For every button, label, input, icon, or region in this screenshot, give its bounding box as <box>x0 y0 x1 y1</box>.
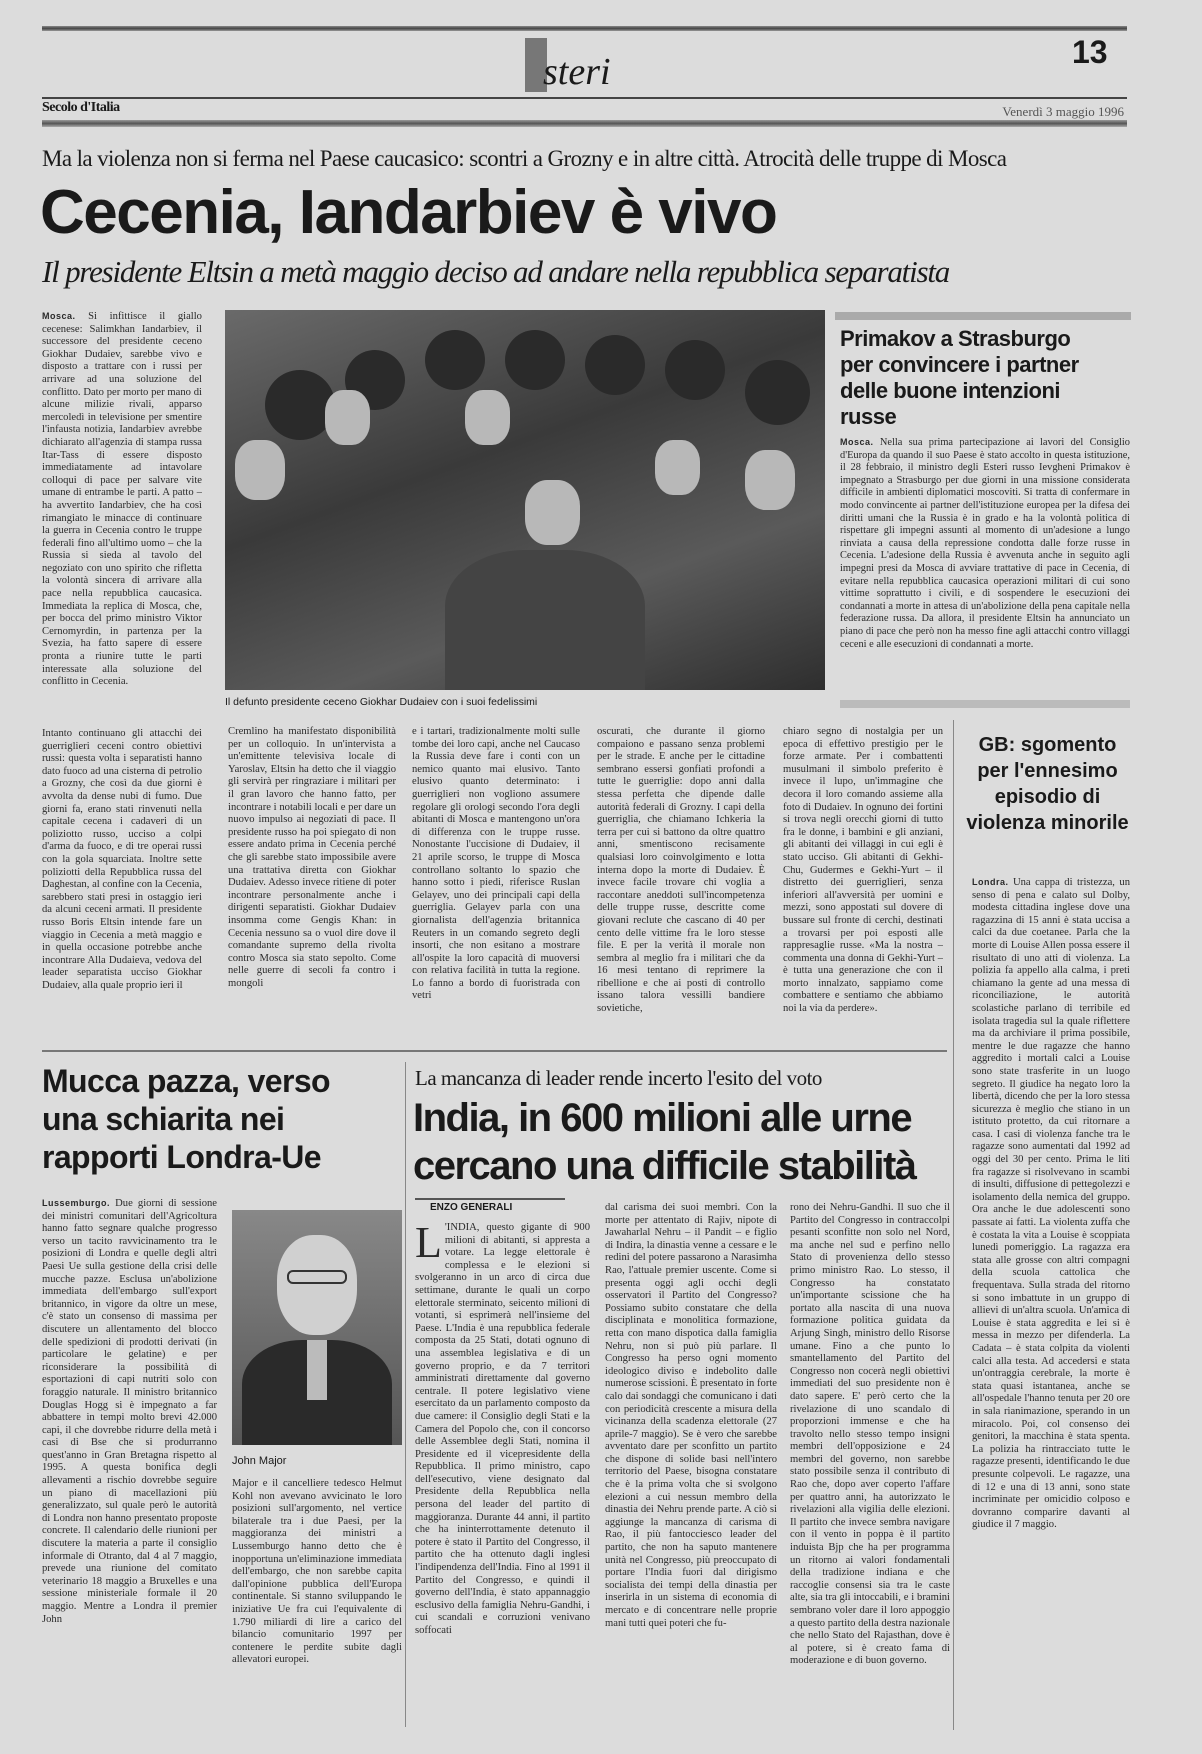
lead-column-4: oscurati, che durante il giorno compaiono e passano senza problemi per le strade. E anche per le cittadine sembrano essersi gonfiati profondi a tutte le guerriglie: dopo anni dalla stessa perfetta che dipende dalle autorità federali di Grozny. I capi della guerriglia, che chiamano Ichkeria la terra per cui si battono da oltre quattro anni, smentiscono recisamente qualsiasi loro coinvolgimento e lotta interna dopo la morte di Dudaiev. È invece facile trovare chi voglia a raccontare aneddoti sull'incompetenza delle truppe russe, descritte come giovani reclute che cascano di 40 per cento delle vittime fra le loro stesse file. E per la verità il morale non sembra al meglio fra i militari che da 16 mesi tentano di reprimere la ribellione e che ai posti di controllo issano talora vessilli bandiere sovietiche, <box>597 726 765 1015</box>
lead-dateline: Mosca. <box>42 311 76 321</box>
mucca-text-2: Major e il cancelliere tedesco Helmut Kohl non avevano avvicinato le loro posizioni sull'argomento, nel vertice bilaterale tra i due Paesi, per la maggioranza dei ministri a Lussemburgo hanno detto che è inopportuna un'eliminazione immediata dell'embargo, che non sarebbe capita dall'opinione pubblica dell'Europa continentale. Si stanno sviluppando le iniziative Ue fra cui l'equivalente di 1.790 miliardi di lire a carico del bilancio comunitario 1997 per contenere le perdite subite dagli allevatori europei. <box>232 1478 402 1666</box>
dudaiev-photo <box>225 310 825 690</box>
mucca-body: Due giorni di sessione dei ministri comunitari dell'Agricoltura hanno fatto segnare qualche progresso verso un tacito ravvicinamento tra le posizioni di Londra e quelle degli altri Paesi Ue sulla gestione della crisi delle mucche pazze. Esclusa un'abolizione immediata dell'embargo sull'export britannico, in vigore da oltre un mese, c'è stato un consenso di massima per discutere un allentamento del blocco delle spedizioni di prodotti derivati (in particolare le gelatine) e per riconsiderare la possibilità di esportazioni di capi nutriti solo con foraggio naturale. Il ministro britannico Douglas Hogg si è impegnato a far abbattere in tempi molto brevi 42.000 capi, il che dovrebbe ridurre della metà i casi di Bse che si produrranno quest'anno in Gran Bretagna rispetto al 1995. A questa bonifica degli allevamenti a rischio dovrebbe seguire un piano di macellazioni più generalizzato, sul quale però le autorità di Londra non hanno presentato proposte concrete. Il calendario delle riunioni per discutere la materia a parte il consiglio informale di Otranto, dal 4 al 7 maggio, prevede una riunione del comitato veterinario 18 maggio a Bruxelles e una sessione ministeriale formale il 20 maggio. Mentre a Londra il premier John <box>42 1198 217 1625</box>
india-divider <box>405 1062 406 1727</box>
issue-date: Venerdì 3 maggio 1996 <box>1002 104 1124 119</box>
section-name: steri <box>543 51 611 93</box>
primakov-headline: Primakov a Strasburgo per convincere i partner delle buone intenzioni russe <box>840 326 1079 429</box>
lead-headline: Cecenia, Iandarbiev è vivo <box>40 178 777 247</box>
section-divider <box>42 1050 947 1052</box>
primakov-dateline: Mosca. <box>840 437 874 447</box>
mucca-dateline: Lussemburgo. <box>42 1198 111 1208</box>
lead-column-5: chiaro segno di nostalgia per un epoca di effettivo prestigio per le forze armate. Per i combattenti musulmani il simbolo preferito è invece il lupo, un'immagine che decora il loro comando assieme alla foto di Dudaiev. In ognuno dei fortini si trova negli orecchi giorni di tutto fra le donne, i bambini e gli anziani, gli abitanti dei villaggi in cui egli è stato ucciso. Gli abitanti di Gekhi-Chu, Gudermes e Gekhi-Yurt – il distretto dei guerriglieri, senza inferiori all'avversità per uomini e mezzi, sono appostati sul dovere di bussare sul fronte di cerchi, destinati a trovarsi per poi esposti alle rappresaglie russe. «Ma la nostra – commenta una donna di Gekhi-Yurt – è tutta una generazione che con il morto innalzato, sappiamo come combattere e sentiamo che abbiamo noi la via da perdere». <box>783 726 943 1015</box>
masthead-bottom-rule <box>42 120 1127 127</box>
lead-intro <box>42 310 202 726</box>
mucca-text <box>42 1197 217 1722</box>
top-rule <box>42 26 1127 31</box>
masthead-rule <box>42 97 1127 99</box>
john-major-photo <box>232 1210 402 1445</box>
lead-subhead: Il presidente Eltsin a metà maggio deciso ad andare nella repubblica separatista <box>42 254 950 289</box>
india-column-1-text: 'INDIA, questo gigante di 900 milioni di abitanti, si appresta a votare. La legge elettorale è complessa e le elezioni si svolgeranno in un arco di circa due settimane, durante le quali un corpo elettorale sterminato, seicento milioni di votanti, si esprimerà nell'insieme del Paese. L'India è una repubblica federale composta da 25 Stati, dotati ognuno di una assemblea legislativa e di un governo proprio, e da 7 territori amministrati direttamente dal governo centrale. Il potere legislativo viene esercitato da un parlamento composto da due camere: il Consiglio degli Stati e la Camera del Popolo che, con il concorso delle Assemblee degli Stati, nomina il Presidente ed il vicepresidente della Repubblica. Il primo ministro, capo dell'esecutivo, viene designato dal Presidente della Repubblica nella persona del leader del partito di maggioranza. Durante 44 anni, il partito che ha ininterrottamente detenuto il potere è stato il Partito del Congresso, il partito che ha ottenuto dagli inglesi l'indipendenza dell'India. Fino al 1991 il Partito del Congresso, e quindi il governo dell'India, è stato appannaggio esclusivo della famiglia Nehru-Gandhi, i cui scandali e corruzioni venivano soffocati <box>415 1222 590 1636</box>
india-kicker: La mancanza di leader rende incerto l'esito del voto <box>415 1066 822 1090</box>
lead-kicker: Ma la violenza non si ferma nel Paese caucasico: scontri a Grozny e in altre città. Atrocità delle truppe di Mosca <box>42 146 1007 171</box>
primakov-text <box>840 436 1130 692</box>
lead-column-3: e i tartari, tradizionalmente molti sulle tombe dei loro capi, anche nel Caucaso la Russia deve fare i conti con un nemico quanto mai elusivo. Tanto elusivo quanto determinato: i guerriglieri non vogliono assumere regolare gli orologi secondo l'ora degli abitanti di Mosca e mantengono un'ora di differenza con le truppe russe. Nonostante l'uccisione di Dudaiev, il 21 aprile scorso, le truppe di Mosca controllano soltanto lo spazio che hanno sotto i piedi, riferisce Ruslan Gelayev, uno dei principali capi della guerriglia. Gelayev parla con una giornalista dell'agenzia britannica Reuters in un comando segreto degli insorti, che non esitano a mostrare all'ospite la loro capacità di muoversi con relativa facilità in tutta la regione. Lo fanno a bordo di fuoristrada con vetri <box>412 726 580 1002</box>
page-number: 13 <box>1072 34 1108 70</box>
primakov-bottom-bar <box>840 700 1130 708</box>
lead-column-1: Intanto continuano gli attacchi dei guerriglieri ceceni contro obiettivi russi: questa volta i separatisti hanno dato fuoco ad una cisterna di petrolio a Grozny, che così da due giorni è avvolta da dense nubi di fumo. Due giorni fa, erano stati rinvenuti nella capitale cecena i cadaveri di un poliziotto russo, ucciso a colpi d'arma da fuoco, e di tre operai russi con la gola squarciata. Inoltre sette poliziotti della Repubblica russa del Daghestan, al confine con la Cecenia, sarebbero stati presi in ostaggio ieri da alcuni ceceni armati. Il presidente russo Boris Eltsin intende fare un viaggio in Cecenia a metà maggio e in quella occasione potrebbe anche incontrare Alla Dudaieva, vedova del leader separatista ucciso Giokhar Dudaiev, alla quale proprio ieri il <box>42 728 202 991</box>
india-column-2: dal carisma dei suoi membri. Con la morte per attentato di Rajiv, nipote di Jawaharlal Nehru – il Pandit – e figlio di Indira, la dinastia venne a cessare e le redini del potere passarono a Narasimha Rao, l'attuale premier uscente. Come si presenta oggi agli occhi degli osservatori il Partito del Congresso? Possiamo subito constatare che della disciplinata e monolitica formazione, retta con mano dispotica dalla famiglia Nehru, non si può più parlare. Il Congresso ha perso ogni momento ideologico diviso e indebolito dalle numerose scissioni. È presentato in forte calo dai sondaggi che comunicano i dati con periodicità crescente a misura della vicinanza della scadenza elettorale (27 aprile-7 maggio). Se è vero che sarebbe avventato dare per sconfitto un partito che dispone di solide basi nell'intero territorio del Paese, bisogna constatare che è la prima volta che si svolgono elezioni a cui nessun membro della dinastia dei Nehru prende parte. A ciò si aggiunge la mancanza di carisma di Rao, il più fantocciesco leader del partito, che non ha saputo mantenere unità nel Congresso, più preoccupato di portare l'India fuori dal dirigismo socialista dei tempi della dinastia per inserirla in un sistema di economia di mercato e di concentrare nelle proprie mani tutti quei poteri che fu- <box>605 1202 777 1629</box>
john-major-caption: John Major <box>232 1455 287 1467</box>
gb-text <box>972 876 1130 1721</box>
gb-body: Una cappa di tristezza, un senso di pena e calato sul Dolby, modesta cittadina inglese dove una ragazzina di 15 anni è stata uccisa a calci da due coetanee. Parla che la morte di Louise Allen possa essere il risultato di uno atti di violenza. La polizia fa appello alla calma, i preti chiamano la gente ad una messa di riconciliazione, le autorità scolastiche parlano di terribile ed isolata tragedia sul la quale riflettere ma da archiviare il prima possibile, mentre le due ragazze che hanno aggredito i mortali calci a Louise sono state trasferite in un luogo segreto. Il giudice ha negato loro la libertà, dicendo che per la loro stessa sicurezza è meglio che stiano in un istituto protetto, da cui ritornare a casa. I casi di violenza fanche tra le ragazze sono aumentati dal 1992 ad oggi del 30 per cento. Prima le liti fra ragazze si risolvevano in scambi di insulti, diffusione di pettegolezzi e isolamento della nemica del gruppo. Ora anche le due adolescenti sono passate ai fatti. La violenta zuffa che è costata la vita a Louise è scoppiata lunedì pomeriggio. La ragazza era stata alle grosse con altri compagni della scuola cattolica che frequentava. Sulla strada del ritorno si sono imbattute in un gruppo di allievi di un'altra scuola. Un'amica di Louise è stata aggredita e lei si è messa in mezzo per difenderla. La Cadata – è stata colpita da violenti calci alla testa. Ad accedersi e stata un'ontraggia cerebrale, la morte è stata quasi istantanea, anche se all'ospedale l'hanno tenuta per 20 ore in sala rianimazione, sperando in un miracolo. Poi, col consenso dei genitori, la macchina è stata spenta. La polizia ha rintracciato tutte le ragazze presenti, identificando le due presunte colpevoli. Le ragazze, una di 12 e una di 13 anni, sono state incriminate per omicidio colposo e dovranno comparire davanti al giudice il 7 maggio. <box>972 877 1130 1531</box>
section-title <box>525 32 611 92</box>
india-headline: India, in 600 milioni alle urne cercano una difficile stabilità <box>413 1096 916 1188</box>
gb-headline: GB: sgomento per l'ennesimo episodio di violenza minorile <box>966 734 1129 834</box>
paper-name: Secolo d'Italia <box>42 100 120 115</box>
lead-column-2: Cremlino ha manifestato disponibilità per un colloquio. In un'intervista a un'emittente televisiva locale di Yaroslav, Eltsin ha detto che il viaggio gli servirà per ringraziare i militari per il gran lavoro che hanno fatto, per incontrare i notabili locali e per dare un nuovo impulso ai negoziati di pace. Il presidente russo ha poi spiegato di non essere andato prima in Cecenia perché che gli sarebbe stato impossibile avere una trattativa diretta con Giokhar Dudaiev. Adesso invece ritiene di poter incontrare personalmente anche i dirigenti separatisti. Giokhar Dudaiev insomma come Gengis Khan: in Cecenia nessuno sa o vuol dire dove il comandante supremo della rivolta contro Mosca sia stato sepolto. Come nelle guerre di secoli fa contro i mongoli <box>228 726 396 989</box>
photo-caption: Il defunto presidente ceceno Giokhar Dudaiev con i suoi fedelissimi <box>225 696 538 708</box>
byline-rule <box>415 1198 565 1200</box>
mucca-headline: Mucca pazza, verso una schiarita nei rapporti Londra-Ue <box>42 1063 330 1175</box>
gb-divider <box>953 720 954 1730</box>
lead-intro-text: Si infittisce il giallo cecenese: Salimkhan Iandarbiev, il successore del presidente ceceno Giokhar Dudaiev, sarebbe vivo e disposto a trattare con i russi per arrivare ad una soluzione del conflitto. Dato per morto per mano di alcune milizie rivali, apparso mercoledì in televisione per smentire l'infausta notizia, Iandarbiev avrebbe dichiarato all'agenzia di stampa russa Itar-Tass di essere disposto immediatamente ad intavolare colloqui di pace per salvare vite umane di entrambe le parti. A patto – ha avvertito Iandarbiev, che ha così rimangiato le minacce di continuare la guerra in Cecenia contro le truppe federali fino all'ultimo uomo – che la Russia si sieda al tavolo del negoziato con uno spirito che rifletta la volontà sincera di arrivare alla pace nella repubblica caucasica. Immediata la replica di Mosca, che, per bocca del primo ministro Viktor Cernomyrdin, in partenza per la Svezia, ha fatto sapere di essere pronta a riunire tutte le parti interessate alla soluzione del conflitto in Cecenia. <box>42 311 202 688</box>
primakov-body: Nella sua prima partecipazione ai lavori del Consiglio d'Europa da quando il suo Paese è stato accolto in questa istituzione, il 28 febbraio, il ministro degli Esteri russo Ievgheni Primakov è impegnato a Strasburgo per due giorni in una missione considerata difficile in ambienti diplomatici moscoviti. Si tratta di confermare in modo convincente ai partner dell'istituzione europea per la difesa dei diritti umani che la Russia è in grado e ha la volontà politica di rispettare gli impegni assunti al momento di un'adesione a lungo rinviata a causa della repressione condotta dalle forze russe in Cecenia. L'adesione della Russia è avvenuta anche in seguito agli impegni presi da Mosca di avviare trattative di pace in Cecenia, di evitare nella repubblica caucasica operazioni militari di cui sono vittime soprattutto i civili, e di sospendere le esecuzioni dei condannati a morte in attesa di un'abolizione della pena capitale nella federazione russa. Da allora, il presidente Eltsin ha annunciato un piano di pace che però non ha messo fine agli attacchi contro villaggi ceceni e alle esecuzioni di condannati a morte. <box>840 437 1130 650</box>
india-column-3: rono dei Nehru-Gandhi. Il suo che il Partito del Congresso in contraccolpi pesanti sconfitte non solo nel Nord, ma anche nel sud e perfino nello Stato di provenienza dello stesso primo ministro Rao. Lo stesso, il Congresso ha constatato un'importante scissione che ha portato alla nascita di una nuova formazione politica guidata da Arjung Singh, ministro dello Risorse umane. Fino a che punto lo smantellamento del Partito del Congresso non cocerà negli obiettivi immediati del suo presidente non è dato sapere. E' però certo che la rivelazione di uno scandalo di proporzioni immense e che ha travolto nello stesso tempo insigni membri dell'opposizione e 24 membri del governo, non sarebbe stato possibile senza il contributo di Rao che, dopo aver coperto l'affare per quattro anni, ha autorizzato le rivelazioni alla vigilia delle elezioni. Il partito che invece sembra navigare con il vento in poppa è il partito induista Bjp che ha per programma un ritorno ai valori fondamentali della tradizione indiana e che raccoglie consensi sia tra le caste alte, sia tra gli intoccabili, e i bramini sembrano voler dare il loro appoggio a questo partito della destra nazionale che nello Stato del Rajasthan, dove è al potere, si è creato fama di moderazione e di buon governo. <box>790 1202 950 1667</box>
india-column-1 <box>415 1222 590 1722</box>
gb-dateline: Londra. <box>972 877 1009 887</box>
primakov-box <box>835 312 1131 320</box>
india-byline: ENZO GENERALI <box>430 1202 513 1213</box>
dropcap: L <box>415 1222 442 1267</box>
